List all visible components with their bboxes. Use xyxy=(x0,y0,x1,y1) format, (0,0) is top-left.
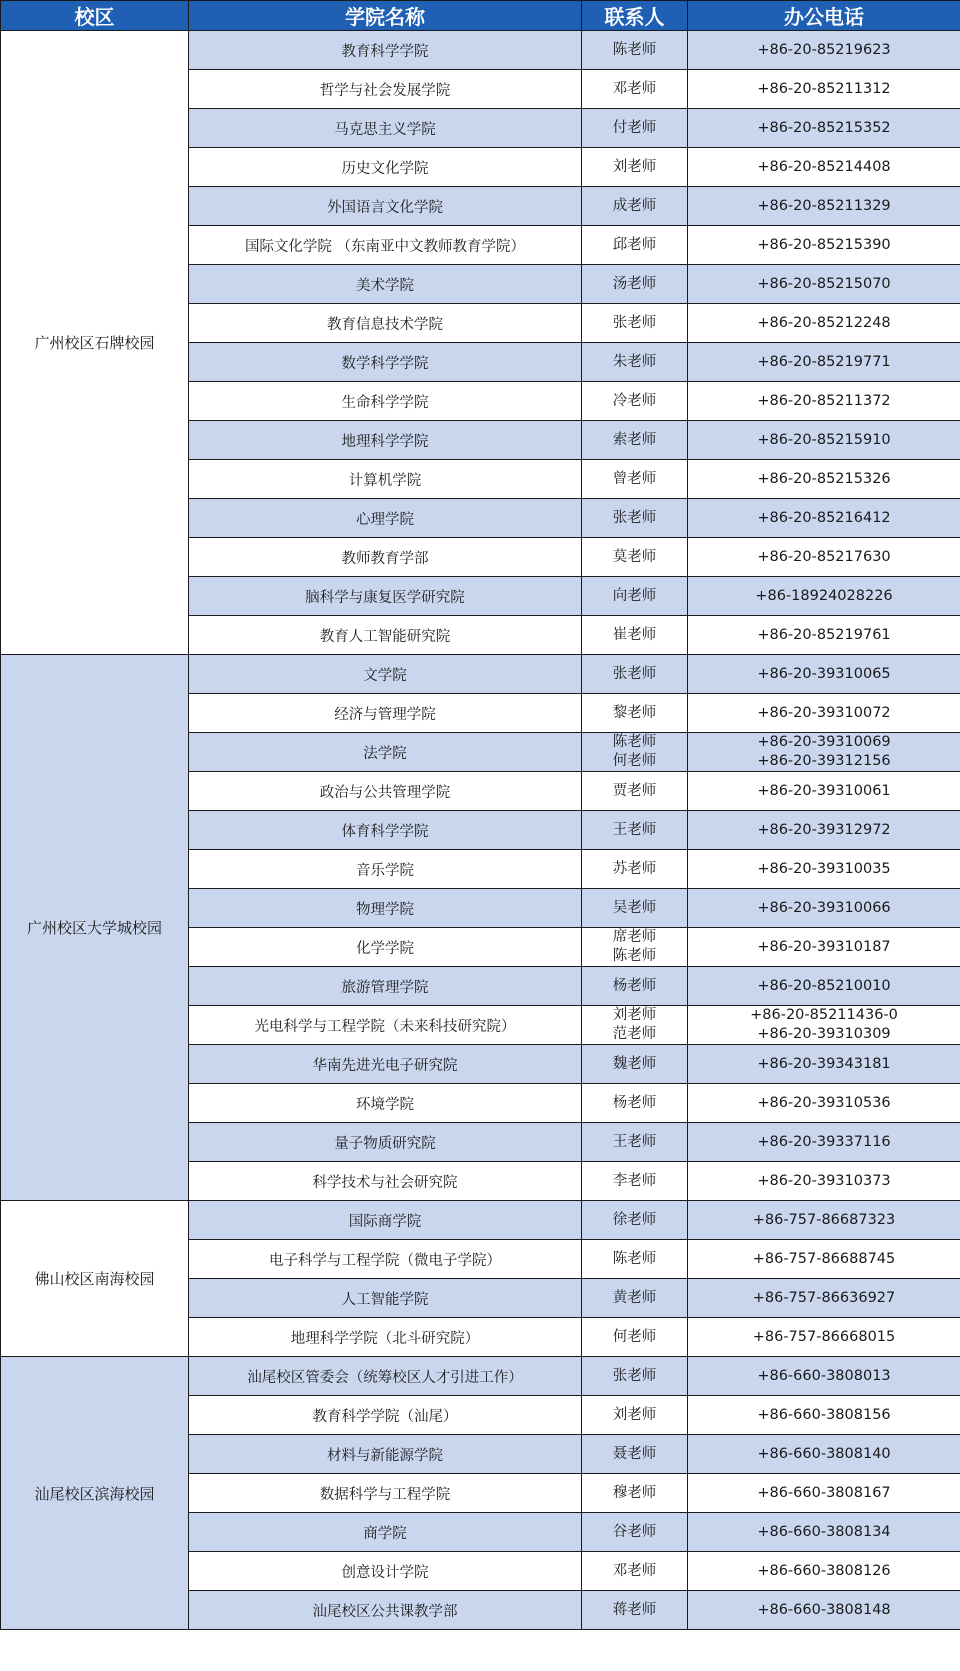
office-phone-cell xyxy=(688,1162,960,1201)
contact-person: 冷老师 xyxy=(612,392,657,409)
office-phone-cell xyxy=(688,616,960,655)
college-name-cell: 材料与新能源学院 xyxy=(189,1435,582,1474)
office-phone: +86-20-85211372 xyxy=(757,392,891,409)
contact-person: 索老师 xyxy=(612,431,657,448)
office-phone: +86-20-85217630 xyxy=(757,548,891,565)
contact-person: 刘老师 xyxy=(612,158,657,175)
office-phone-cell xyxy=(688,850,960,889)
contact-person: 聂老师 xyxy=(612,1445,657,1462)
college-name-cell: 数学科学学院 xyxy=(189,343,582,382)
contact-person-cell xyxy=(582,655,688,694)
office-phone: +86-660-3808156 xyxy=(757,1406,891,1423)
college-name-cell: 教育科学学院（汕尾） xyxy=(189,1396,582,1435)
contact-person-cell xyxy=(582,1318,688,1357)
contact-person-cell xyxy=(582,694,688,733)
contact-person-cell xyxy=(582,1045,688,1084)
contact-person: 陈老师 xyxy=(612,41,657,58)
office-phone-cell xyxy=(688,889,960,928)
office-phone-cell xyxy=(688,655,960,694)
contact-person: 张老师 xyxy=(612,665,657,682)
contact-person: 邓老师 xyxy=(612,1562,657,1579)
header-contact-person: 联系人 xyxy=(582,1,688,31)
office-phone-cell xyxy=(688,772,960,811)
college-name-cell: 创意设计学院 xyxy=(189,1552,582,1591)
contact-person-cell xyxy=(582,187,688,226)
office-phone-cell xyxy=(688,460,960,499)
college-name-cell: 环境学院 xyxy=(189,1084,582,1123)
campus-cell: 广州校区石牌校园 xyxy=(1,31,189,655)
contact-person-cell xyxy=(582,1240,688,1279)
college-name-cell: 地理科学学院（北斗研究院） xyxy=(189,1318,582,1357)
office-phone-cell xyxy=(688,148,960,187)
office-phone: +86-20-85214408 xyxy=(757,158,891,175)
contact-person-cell xyxy=(582,343,688,382)
contact-person-cell xyxy=(582,109,688,148)
college-name-cell: 电子科学与工程学院（微电子学院） xyxy=(189,1240,582,1279)
contact-person: 刘老师 xyxy=(612,1406,657,1423)
office-phone: +86-20-39310061 xyxy=(757,782,891,799)
office-phone-cell xyxy=(688,70,960,109)
college-name-cell: 汕尾校区公共课教学部 xyxy=(189,1591,582,1630)
office-phone: +86-757-86687323 xyxy=(752,1211,896,1228)
table-row xyxy=(1,1201,960,1240)
college-name-cell: 哲学与社会发展学院 xyxy=(189,70,582,109)
contact-person-cell xyxy=(582,811,688,850)
header-college-name: 学院名称 xyxy=(189,1,582,31)
office-phone-cell xyxy=(688,1279,960,1318)
contact-person-cell xyxy=(582,1591,688,1630)
office-phone-cell xyxy=(688,382,960,421)
office-phone: +86-660-3808126 xyxy=(757,1562,891,1579)
college-name-cell: 数据科学与工程学院 xyxy=(189,1474,582,1513)
office-phone: +86-20-39310187 xyxy=(757,938,891,955)
contact-person: 成老师 xyxy=(612,197,657,214)
office-phone: +86-20-85215352 xyxy=(757,119,891,136)
contact-person: 陈老师 xyxy=(612,1250,657,1267)
office-phone-cell xyxy=(688,577,960,616)
contact-person: 张老师 xyxy=(612,314,657,331)
office-phone-cell xyxy=(688,31,960,70)
table-row xyxy=(1,655,960,694)
office-phone: +86-20-39310066 xyxy=(757,899,891,916)
office-phone: +86-20-85216412 xyxy=(757,509,891,526)
office-phone-cell xyxy=(688,694,960,733)
office-phone: +86-757-86668015 xyxy=(752,1328,896,1345)
contact-person-cell xyxy=(582,1474,688,1513)
contact-person-cell xyxy=(582,1084,688,1123)
office-phone-cell xyxy=(688,733,960,772)
office-phone-cell xyxy=(688,304,960,343)
office-phone-cell xyxy=(688,538,960,577)
contact-person: 杨老师 xyxy=(612,977,657,994)
office-phone-cell xyxy=(688,226,960,265)
college-name-cell: 音乐学院 xyxy=(189,850,582,889)
contact-person: 付老师 xyxy=(612,119,657,136)
contact-person-cell xyxy=(582,499,688,538)
contact-person: 邱老师 xyxy=(612,236,657,253)
contact-person: 席老师 xyxy=(612,929,657,945)
office-phone: +86-20-85211329 xyxy=(757,197,891,214)
contact-person-cell xyxy=(582,265,688,304)
office-phone: +86-660-3808167 xyxy=(757,1484,891,1501)
office-phone-cell xyxy=(688,1084,960,1123)
office-phone-cell xyxy=(688,1201,960,1240)
contact-person: 穆老师 xyxy=(612,1484,657,1501)
contact-person: 陈老师 xyxy=(612,948,657,964)
office-phone-cell xyxy=(688,1045,960,1084)
contact-person-cell xyxy=(582,889,688,928)
contact-person: 徐老师 xyxy=(612,1211,657,1228)
college-name-cell: 汕尾校区管委会（统筹校区人才引进工作） xyxy=(189,1357,582,1396)
contact-person: 王老师 xyxy=(612,821,657,838)
contact-person-cell xyxy=(582,148,688,187)
contact-person-cell xyxy=(582,1201,688,1240)
contact-person: 向老师 xyxy=(612,587,657,604)
college-name-cell: 光电科学与工程学院（未来科技研究院） xyxy=(189,1006,582,1045)
college-name-cell: 商学院 xyxy=(189,1513,582,1552)
college-name-cell: 历史文化学院 xyxy=(189,148,582,187)
college-name-cell: 生命科学学院 xyxy=(189,382,582,421)
college-name-cell: 法学院 xyxy=(189,733,582,772)
office-phone-cell xyxy=(688,265,960,304)
office-phone: +86-20-39310536 xyxy=(757,1094,891,1111)
contact-person: 黄老师 xyxy=(612,1289,657,1306)
header-office-phone: 办公电话 xyxy=(688,1,960,31)
campus-cell: 汕尾校区滨海校园 xyxy=(1,1357,189,1630)
office-phone: +86-20-39310065 xyxy=(757,665,891,682)
college-name-cell: 量子物质研究院 xyxy=(189,1123,582,1162)
header-row xyxy=(1,1,960,31)
contact-person-cell xyxy=(582,70,688,109)
college-name-cell: 马克思主义学院 xyxy=(189,109,582,148)
contact-person-cell xyxy=(582,1357,688,1396)
office-phone: +86-20-39310309 xyxy=(757,1026,891,1042)
college-name-cell: 心理学院 xyxy=(189,499,582,538)
contact-person-cell xyxy=(582,1396,688,1435)
contact-person-cell xyxy=(582,850,688,889)
contact-person: 谷老师 xyxy=(612,1523,657,1540)
college-name-cell: 教师教育学部 xyxy=(189,538,582,577)
office-phone-cell xyxy=(688,343,960,382)
contact-person: 王老师 xyxy=(612,1133,657,1150)
contact-person-cell xyxy=(582,304,688,343)
office-phone-cell xyxy=(688,1552,960,1591)
contact-person-cell xyxy=(582,382,688,421)
contact-person: 李老师 xyxy=(612,1172,657,1189)
contact-person-cell xyxy=(582,1006,688,1045)
office-phone-cell xyxy=(688,928,960,967)
office-phone: +86-20-85215910 xyxy=(757,431,891,448)
contact-person-cell xyxy=(582,1513,688,1552)
office-phone: +86-757-86636927 xyxy=(752,1289,896,1306)
office-phone: +86-20-39310069 xyxy=(757,734,891,750)
office-phone: +86-20-39337116 xyxy=(757,1133,891,1150)
contact-person: 贾老师 xyxy=(612,782,657,799)
table-body xyxy=(1,31,960,1630)
office-phone: +86-757-86688745 xyxy=(752,1250,896,1267)
college-name-cell: 教育人工智能研究院 xyxy=(189,616,582,655)
contact-person-cell xyxy=(582,967,688,1006)
contact-person: 张老师 xyxy=(612,1367,657,1384)
office-phone: +86-20-39312156 xyxy=(757,753,891,769)
contact-person-cell xyxy=(582,577,688,616)
contact-person: 崔老师 xyxy=(612,626,657,643)
office-phone-cell xyxy=(688,1513,960,1552)
contact-person-cell xyxy=(582,226,688,265)
campus-cell: 佛山校区南海校园 xyxy=(1,1201,189,1357)
contact-person: 邓老师 xyxy=(612,80,657,97)
office-phone-cell xyxy=(688,187,960,226)
contact-person-cell xyxy=(582,616,688,655)
table-row xyxy=(1,31,960,70)
contact-person: 蒋老师 xyxy=(612,1601,657,1618)
office-phone-cell xyxy=(688,1396,960,1435)
contact-person-cell xyxy=(582,928,688,967)
contact-person-cell xyxy=(582,1123,688,1162)
office-phone-cell xyxy=(688,967,960,1006)
college-name-cell: 计算机学院 xyxy=(189,460,582,499)
contact-person: 张老师 xyxy=(612,509,657,526)
college-name-cell: 国际商学院 xyxy=(189,1201,582,1240)
office-phone: +86-660-3808134 xyxy=(757,1523,891,1540)
college-name-cell: 科学技术与社会研究院 xyxy=(189,1162,582,1201)
office-phone-cell xyxy=(688,1318,960,1357)
contact-person: 莫老师 xyxy=(612,548,657,565)
office-phone: +86-20-39343181 xyxy=(757,1055,891,1072)
office-phone: +86-20-85215390 xyxy=(757,236,891,253)
office-phone-cell xyxy=(688,1435,960,1474)
college-name-cell: 美术学院 xyxy=(189,265,582,304)
office-phone: +86-20-39310072 xyxy=(757,704,891,721)
office-phone: +86-660-3808013 xyxy=(757,1367,891,1384)
contact-person-cell xyxy=(582,31,688,70)
office-phone: +86-20-85219623 xyxy=(757,41,891,58)
office-phone: +86-20-85219771 xyxy=(757,353,891,370)
college-name-cell: 旅游管理学院 xyxy=(189,967,582,1006)
office-phone: +86-20-85211436-0 xyxy=(750,1007,898,1023)
college-name-cell: 华南先进光电子研究院 xyxy=(189,1045,582,1084)
office-phone: +86-20-85211312 xyxy=(757,80,891,97)
office-phone: +86-20-39310373 xyxy=(757,1172,891,1189)
college-name-cell: 物理学院 xyxy=(189,889,582,928)
college-name-cell: 文学院 xyxy=(189,655,582,694)
contact-person: 吴老师 xyxy=(612,899,657,916)
table-row xyxy=(1,1357,960,1396)
office-phone-cell xyxy=(688,1591,960,1630)
office-phone: +86-20-85219761 xyxy=(757,626,891,643)
contact-person: 何老师 xyxy=(612,753,657,769)
college-name-cell: 政治与公共管理学院 xyxy=(189,772,582,811)
college-name-cell: 国际文化学院 （东南亚中文教师教育学院） xyxy=(189,226,582,265)
contact-person-cell xyxy=(582,1279,688,1318)
header-campus: 校区 xyxy=(1,1,189,31)
office-phone: +86-20-85212248 xyxy=(757,314,891,331)
contact-person: 陈老师 xyxy=(612,734,657,750)
office-phone-cell xyxy=(688,1474,960,1513)
contact-person: 曾老师 xyxy=(612,470,657,487)
office-phone: +86-18924028226 xyxy=(755,587,893,604)
college-name-cell: 人工智能学院 xyxy=(189,1279,582,1318)
college-name-cell: 经济与管理学院 xyxy=(189,694,582,733)
office-phone-cell xyxy=(688,499,960,538)
office-phone-cell xyxy=(688,811,960,850)
office-phone: +86-20-85215070 xyxy=(757,275,891,292)
college-name-cell: 外国语言文化学院 xyxy=(189,187,582,226)
contact-person: 汤老师 xyxy=(612,275,657,292)
office-phone-cell xyxy=(688,109,960,148)
office-phone: +86-20-39312972 xyxy=(757,821,891,838)
contact-person-cell xyxy=(582,733,688,772)
contact-person: 魏老师 xyxy=(612,1055,657,1072)
college-name-cell: 化学学院 xyxy=(189,928,582,967)
office-phone-cell xyxy=(688,421,960,460)
contact-person-cell xyxy=(582,538,688,577)
college-name-cell: 脑科学与康复医学研究院 xyxy=(189,577,582,616)
contact-person: 朱老师 xyxy=(612,353,657,370)
office-phone-cell xyxy=(688,1357,960,1396)
college-name-cell: 体育科学学院 xyxy=(189,811,582,850)
contact-person-cell xyxy=(582,1552,688,1591)
contact-person-cell xyxy=(582,772,688,811)
office-phone: +86-20-39310035 xyxy=(757,860,891,877)
contact-person-cell xyxy=(582,421,688,460)
college-name-cell: 教育信息技术学院 xyxy=(189,304,582,343)
campus-cell: 广州校区大学城校园 xyxy=(1,655,189,1201)
college-name-cell: 教育科学学院 xyxy=(189,31,582,70)
office-phone-cell xyxy=(688,1240,960,1279)
college-name-cell: 地理科学学院 xyxy=(189,421,582,460)
office-phone: +86-660-3808140 xyxy=(757,1445,891,1462)
contact-person: 苏老师 xyxy=(612,860,657,877)
contact-person-cell xyxy=(582,1162,688,1201)
contact-person-cell xyxy=(582,460,688,499)
contact-person: 刘老师 xyxy=(612,1007,657,1023)
office-phone: +86-20-85215326 xyxy=(757,470,891,487)
contact-person: 黎老师 xyxy=(612,704,657,721)
office-phone: +86-660-3808148 xyxy=(757,1601,891,1618)
contact-person: 范老师 xyxy=(612,1026,657,1042)
office-phone-cell xyxy=(688,1123,960,1162)
office-phone: +86-20-85210010 xyxy=(757,977,891,994)
contact-person-cell xyxy=(582,1435,688,1474)
contact-person: 何老师 xyxy=(612,1328,657,1345)
contact-person: 杨老师 xyxy=(612,1094,657,1111)
office-phone-cell xyxy=(688,1006,960,1045)
